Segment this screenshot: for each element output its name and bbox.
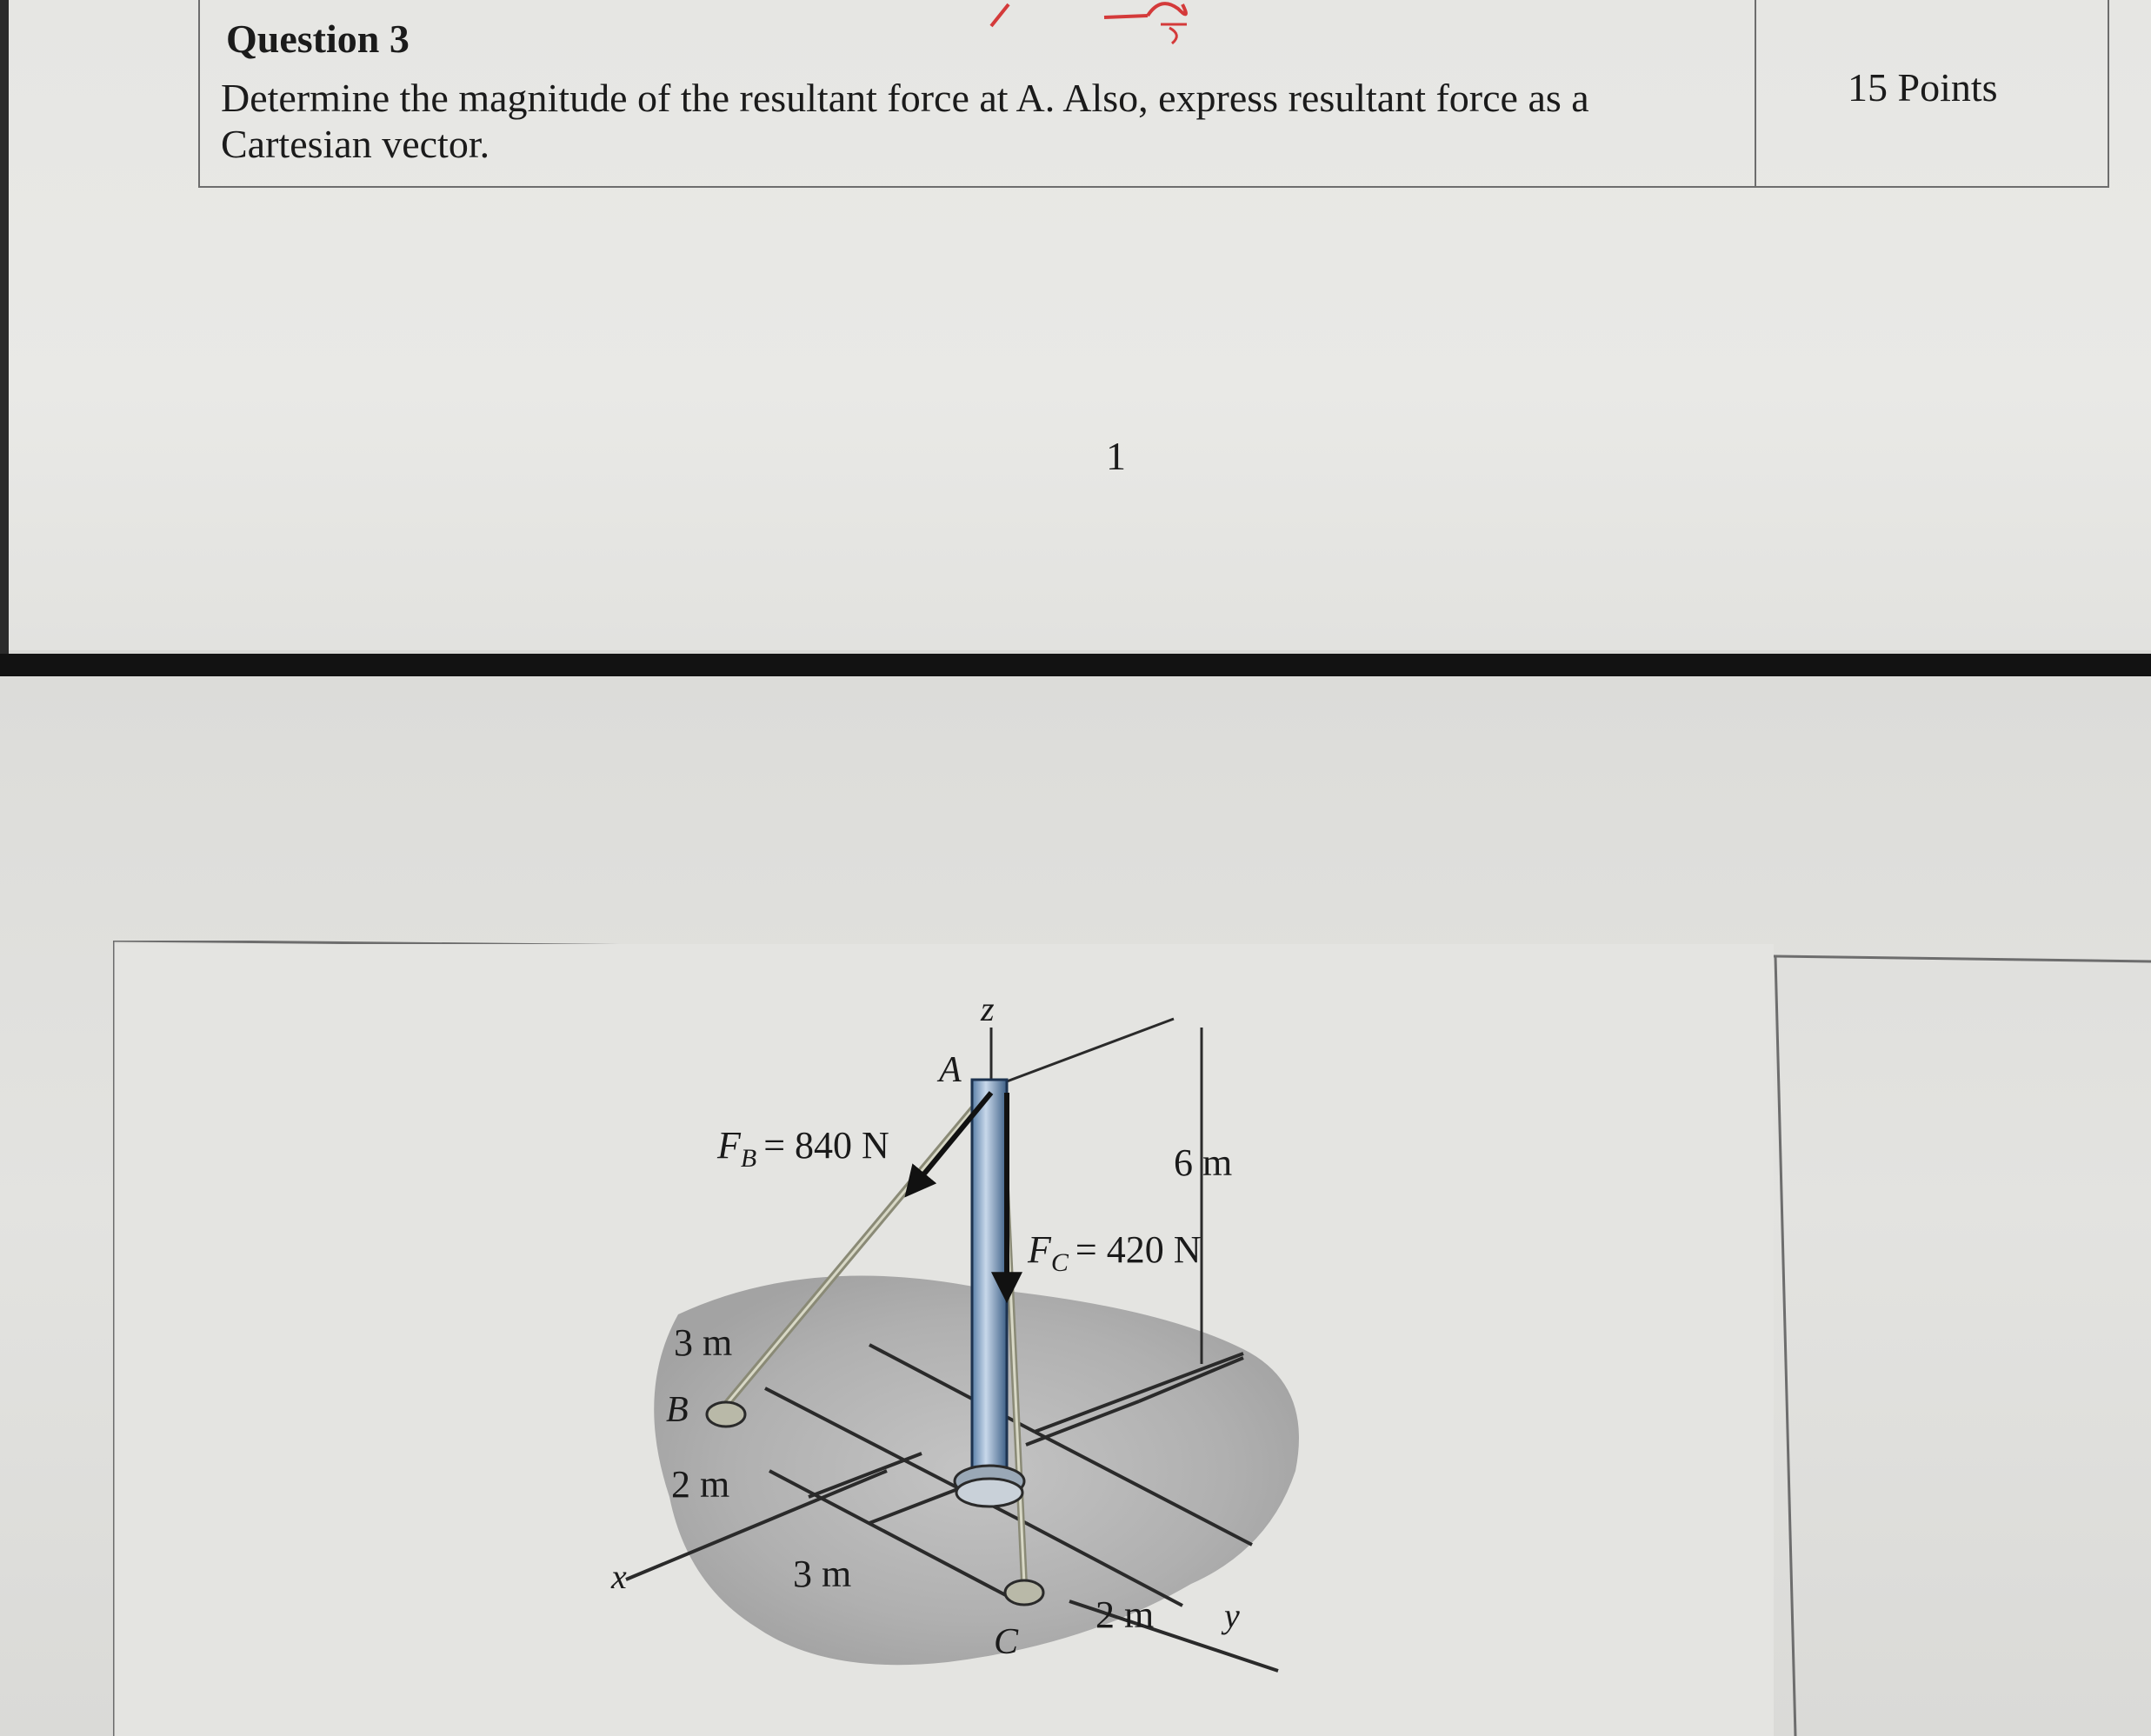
- axis-y-label: y: [1224, 1596, 1240, 1635]
- question-points: 15 Points: [1848, 65, 1998, 110]
- page-top: [9, 0, 2151, 650]
- point-b-label: B: [666, 1390, 689, 1430]
- figure-table: [113, 941, 2151, 1736]
- force-b-value: = 840 N: [763, 1124, 889, 1167]
- statics-diagram: [113, 941, 2151, 1736]
- force-c-symbol: F: [1028, 1228, 1051, 1271]
- figure-table-top-border-right: [1775, 956, 2151, 961]
- point-a-label: A: [939, 1050, 962, 1090]
- force-c-sub: C: [1050, 1248, 1069, 1277]
- force-c-value: = 420 N: [1075, 1228, 1202, 1271]
- force-b-symbol: F: [717, 1124, 741, 1167]
- page-number: 1: [1106, 434, 1126, 478]
- dim-b-x-label: 3 m: [674, 1321, 733, 1364]
- pole: [972, 1080, 1007, 1480]
- anchor-c: [1005, 1580, 1043, 1605]
- axis-x-label: x: [611, 1557, 627, 1596]
- dim-height-label: 6 m: [1174, 1141, 1233, 1184]
- axis-z-label: z: [981, 989, 995, 1028]
- question-text: Determine the magnitude of the resultant force at A. Also, express resultant force as a Cartesian vector.: [221, 76, 1589, 166]
- figure-table-divider: [1775, 956, 1795, 1736]
- force-b-sub: B: [740, 1144, 757, 1173]
- question-title: Question 3: [226, 17, 410, 61]
- point-c-label: C: [994, 1622, 1019, 1662]
- dim-c-x-label: 3 m: [793, 1553, 852, 1595]
- red-handwriting-mark: [974, 0, 1322, 52]
- page-divider: [0, 654, 2151, 676]
- dim-b-y-label: 2 m: [671, 1463, 730, 1506]
- anchor-b: [707, 1402, 745, 1427]
- dim-c-y-label: 2 m: [1095, 1593, 1155, 1636]
- pole-base-lower: [956, 1479, 1022, 1507]
